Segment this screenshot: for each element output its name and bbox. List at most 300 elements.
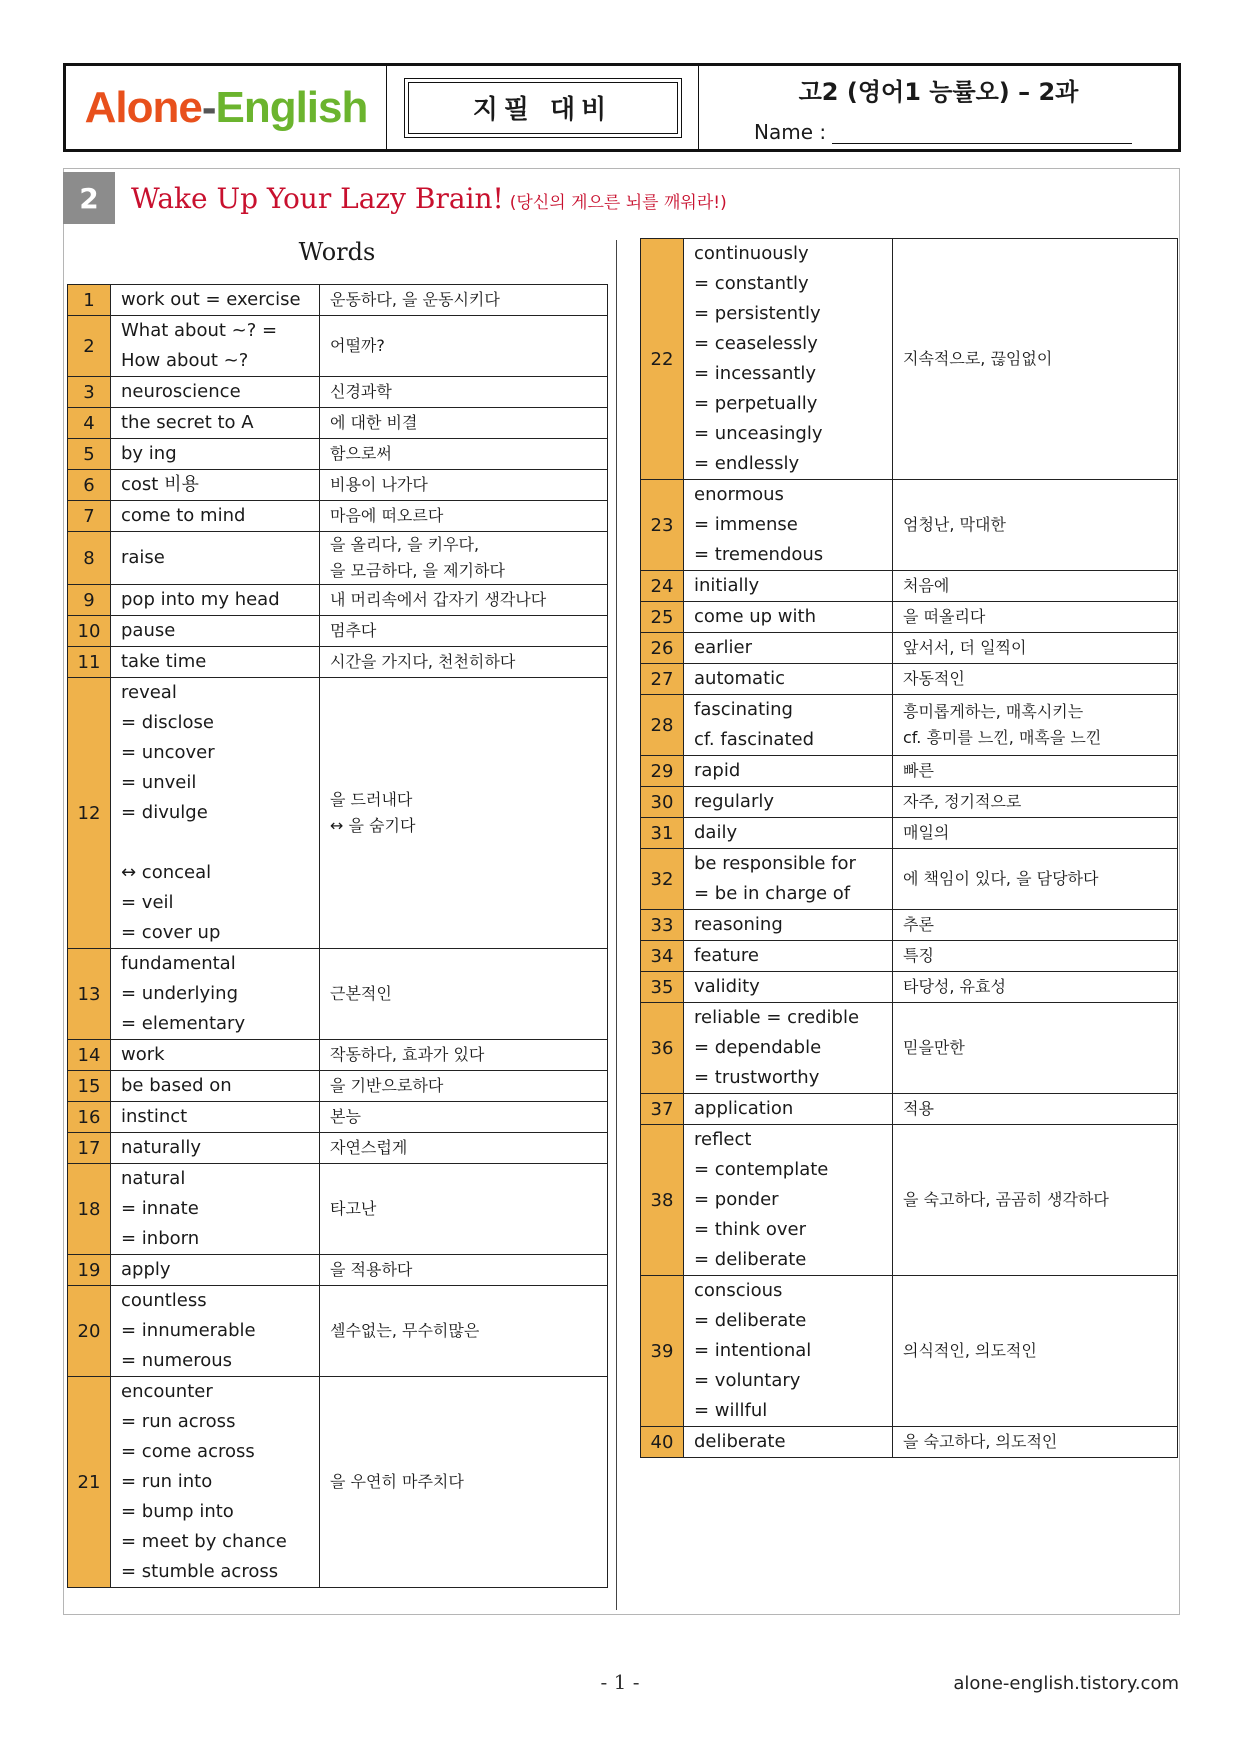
vocab-word <box>111 501 320 532</box>
word-line: feature <box>694 945 759 966</box>
vocab-meaning <box>893 664 1178 695</box>
vocab-row <box>68 1164 608 1255</box>
vocab-row <box>68 408 608 439</box>
vocab-meaning <box>320 1286 608 1377</box>
vocab-number: 23 <box>641 480 684 571</box>
exam-label-cell <box>387 66 699 149</box>
vocab-number: 22 <box>641 239 684 480</box>
meaning-line: 에 책임이 있다, 을 담당하다 <box>903 869 1099 888</box>
vocab-row <box>68 470 608 501</box>
vocab-row <box>641 480 1178 571</box>
vocab-number: 32 <box>641 849 684 910</box>
word-line: What about ~? = <box>121 320 278 341</box>
word-line: = unveil <box>121 772 197 793</box>
lesson-subtitle: (당신의 게으른 뇌를 깨워라!) <box>509 192 727 213</box>
logo-english: English <box>215 82 368 132</box>
meaning-line: 의식적인, 의도적인 <box>903 1341 1037 1360</box>
vocab-number: 6 <box>68 470 111 501</box>
vocab-meaning <box>320 501 608 532</box>
meaning-line: 적용 <box>903 1099 934 1118</box>
meaning-line: 을 떠올리다 <box>903 607 986 626</box>
meaning-line: 을 우연히 마주치다 <box>330 1472 464 1491</box>
word-line: come up with <box>694 606 816 627</box>
word-line: come to mind <box>121 505 246 526</box>
meaning-line: 을 적용하다 <box>330 1260 413 1279</box>
vocab-row <box>641 1427 1178 1458</box>
word-line: conscious <box>694 1280 783 1301</box>
vocab-number: 16 <box>68 1102 111 1133</box>
vocab-word <box>111 949 320 1040</box>
lesson-title-text: Wake Up Your Lazy Brain! <box>131 181 504 215</box>
meaning-line: 내 머리속에서 갑자기 생각나다 <box>330 590 547 609</box>
word-line: pop into my head <box>121 589 280 610</box>
meaning-line: 추론 <box>903 915 934 934</box>
vocab-row <box>68 285 608 316</box>
vocab-word <box>684 972 893 1003</box>
vocab-word <box>111 532 320 585</box>
vocab-word <box>684 1276 893 1427</box>
vocab-meaning <box>320 616 608 647</box>
word-line: regularly <box>694 791 774 812</box>
word-line: = elementary <box>121 1013 246 1034</box>
vocab-number: 8 <box>68 532 111 585</box>
word-line: initially <box>694 575 760 596</box>
word-line: = dependable <box>694 1037 822 1058</box>
vocab-row <box>68 501 608 532</box>
vocab-word <box>111 377 320 408</box>
name-label: Name : <box>754 120 827 144</box>
vocab-meaning <box>320 949 608 1040</box>
vocab-meaning <box>893 480 1178 571</box>
word-line: earlier <box>694 637 752 658</box>
word-line: be based on <box>121 1075 232 1096</box>
word-line: = persistently <box>694 303 821 324</box>
lesson-title-row <box>63 172 727 224</box>
vocab-number: 29 <box>641 756 684 787</box>
meaning-line: 엄청난, 막대한 <box>903 515 1006 534</box>
meaning-line: 신경과학 <box>330 382 392 401</box>
word-line: work out = exercise <box>121 289 301 310</box>
logo-dash: - <box>201 82 216 132</box>
vocab-row <box>641 695 1178 756</box>
vocab-meaning <box>893 910 1178 941</box>
vocab-word <box>111 616 320 647</box>
word-line: natural <box>121 1168 186 1189</box>
vocab-row <box>641 1125 1178 1276</box>
vocab-word <box>684 849 893 910</box>
word-line: fascinating <box>694 699 793 720</box>
word-line: neuroscience <box>121 381 241 402</box>
meaning-line: 작동하다, 효과가 있다 <box>330 1045 485 1064</box>
vocab-meaning <box>320 1164 608 1255</box>
word-line: be responsible for <box>694 853 856 874</box>
word-line: daily <box>694 822 738 843</box>
meaning-line: 을 드러내다 <box>330 790 413 809</box>
vocab-meaning <box>893 239 1178 480</box>
word-line: = underlying <box>121 983 239 1004</box>
vocab-number: 40 <box>641 1427 684 1458</box>
word-line: the secret to A <box>121 412 254 433</box>
vocab-row <box>68 616 608 647</box>
vocab-number: 39 <box>641 1276 684 1427</box>
vocab-row <box>641 787 1178 818</box>
word-line: countless <box>121 1290 207 1311</box>
meaning-line: 근본적인 <box>330 984 392 1003</box>
vocab-row <box>68 1133 608 1164</box>
words-heading: Words <box>298 238 376 266</box>
vocab-meaning <box>893 818 1178 849</box>
word-line: = immense <box>694 514 798 535</box>
vocab-meaning <box>320 316 608 377</box>
vocab-word <box>684 910 893 941</box>
word-line: = constantly <box>694 273 809 294</box>
meaning-line: 에 대한 비결 <box>330 413 418 432</box>
meaning-line: 자연스럽게 <box>330 1138 408 1157</box>
vocab-row <box>68 377 608 408</box>
vocab-meaning <box>320 647 608 678</box>
name-field[interactable] <box>754 120 1132 144</box>
meaning-line: 지속적으로, 끊임없이 <box>903 349 1053 368</box>
vocab-word <box>684 1125 893 1276</box>
vocab-meaning <box>320 408 608 439</box>
vocab-word <box>684 571 893 602</box>
vocab-meaning <box>893 1427 1178 1458</box>
vocab-word <box>111 1071 320 1102</box>
vocab-meaning <box>320 678 608 949</box>
word-line: = tremendous <box>694 544 824 565</box>
vocab-meaning <box>893 571 1178 602</box>
meaning-line: 타고난 <box>330 1199 377 1218</box>
word-line: = incessantly <box>694 363 817 384</box>
meaning-line: 마음에 떠오르다 <box>330 506 444 525</box>
vocab-word <box>111 285 320 316</box>
word-line: automatic <box>694 668 786 689</box>
meaning-line: 타당성, 유효성 <box>903 977 1006 996</box>
name-blank-line[interactable] <box>832 125 1132 144</box>
word-line: = perpetually <box>694 393 818 414</box>
word-line: reflect <box>694 1129 752 1150</box>
meaning-line: 을 숙고하다, 곰곰히 생각하다 <box>903 1190 1109 1209</box>
vocab-row <box>641 972 1178 1003</box>
word-line: pause <box>121 620 176 641</box>
meaning-line: 을 숙고하다, 의도적인 <box>903 1432 1058 1451</box>
vocab-row <box>641 756 1178 787</box>
vocab-meaning <box>893 1276 1178 1427</box>
meaning-line: 자동적인 <box>903 669 965 688</box>
vocab-word <box>684 664 893 695</box>
vocab-table-right <box>640 238 1178 1458</box>
vocab-row <box>68 532 608 585</box>
meaning-line: 특징 <box>903 946 934 965</box>
vocab-number: 31 <box>641 818 684 849</box>
vocab-number: 9 <box>68 585 111 616</box>
vocab-row <box>641 633 1178 664</box>
vocab-word <box>111 316 320 377</box>
word-line: = run across <box>121 1411 236 1432</box>
word-line: = veil <box>121 892 174 913</box>
word-line: = think over <box>694 1219 806 1240</box>
word-line: = cover up <box>121 922 221 943</box>
vocab-meaning <box>320 439 608 470</box>
vocab-number: 28 <box>641 695 684 756</box>
vocab-meaning <box>893 972 1178 1003</box>
word-line: = intentional <box>694 1340 812 1361</box>
word-line: ↔ conceal <box>121 862 212 883</box>
exam-label-box <box>404 78 682 138</box>
word-line: = ponder <box>694 1189 779 1210</box>
word-line: rapid <box>694 760 741 781</box>
vocab-word <box>684 756 893 787</box>
exam-label: 지필 대비 <box>408 82 678 134</box>
word-line: How about ~? <box>121 350 249 371</box>
vocab-row <box>68 949 608 1040</box>
logo-alone: Alone <box>84 82 202 132</box>
word-line: = stumble across <box>121 1561 279 1582</box>
meaning-line: 멈추다 <box>330 621 377 640</box>
meaning-line: 시간을 가지다, 천천히하다 <box>330 652 516 671</box>
vocab-number: 11 <box>68 647 111 678</box>
vocab-number: 21 <box>68 1377 111 1588</box>
word-line: = disclose <box>121 712 214 733</box>
vocab-number: 18 <box>68 1164 111 1255</box>
vocab-number: 26 <box>641 633 684 664</box>
vocab-number: 20 <box>68 1286 111 1377</box>
vocab-word <box>111 647 320 678</box>
vocab-word <box>684 239 893 480</box>
vocab-row <box>68 1040 608 1071</box>
word-line: = voluntary <box>694 1370 801 1391</box>
vocab-number: 14 <box>68 1040 111 1071</box>
vocab-number: 7 <box>68 501 111 532</box>
vocab-row <box>68 647 608 678</box>
word-line: = innate <box>121 1198 199 1219</box>
vocab-word <box>684 602 893 633</box>
vocab-number: 25 <box>641 602 684 633</box>
vocab-meaning <box>320 1255 608 1286</box>
vocab-word <box>684 1094 893 1125</box>
word-line: application <box>694 1098 794 1119</box>
vocab-word <box>111 1164 320 1255</box>
word-line: = inborn <box>121 1228 200 1249</box>
vocab-row <box>641 602 1178 633</box>
vocab-row <box>641 1276 1178 1427</box>
vocab-word <box>684 1427 893 1458</box>
vocab-word <box>111 585 320 616</box>
word-line: cf. fascinated <box>694 729 815 750</box>
column-divider <box>616 240 617 1610</box>
word-line: reveal <box>121 682 177 703</box>
vocab-meaning <box>893 1094 1178 1125</box>
meaning-line: 셀수없는, 무수히많은 <box>330 1321 480 1340</box>
vocab-word <box>684 1003 893 1094</box>
word-line: raise <box>121 547 165 568</box>
word-line: enormous <box>694 484 784 505</box>
vocab-meaning <box>893 756 1178 787</box>
word-line: encounter <box>121 1381 213 1402</box>
site-url: alone-english.tistory.com <box>953 1673 1179 1694</box>
vocab-row <box>68 1255 608 1286</box>
vocab-row <box>641 818 1178 849</box>
vocab-meaning <box>893 1125 1178 1276</box>
vocab-word <box>111 1040 320 1071</box>
word-line: = ceaselessly <box>694 333 818 354</box>
vocab-number: 10 <box>68 616 111 647</box>
vocab-meaning <box>893 695 1178 756</box>
meaning-line: 함으로써 <box>330 444 392 463</box>
word-line: by ing <box>121 443 177 464</box>
word-line: = trustworthy <box>694 1067 820 1088</box>
lesson-title <box>131 182 727 215</box>
word-line: = bump into <box>121 1501 234 1522</box>
vocab-number: 34 <box>641 941 684 972</box>
course-title: 고2 (영어1 능률오) – 2과 <box>798 78 1079 106</box>
vocab-row <box>641 571 1178 602</box>
vocab-word <box>111 1102 320 1133</box>
vocab-word <box>111 439 320 470</box>
vocab-row <box>641 849 1178 910</box>
vocab-number: 13 <box>68 949 111 1040</box>
vocab-word <box>684 787 893 818</box>
meaning-line: 을 올리다, 을 키우다, <box>330 535 480 554</box>
word-line: = divulge <box>121 802 208 823</box>
word-line: reasoning <box>694 914 783 935</box>
vocab-meaning <box>320 1040 608 1071</box>
vocab-row <box>68 1286 608 1377</box>
meaning-line: 흥미롭게하는, 매혹시키는 <box>903 702 1084 721</box>
word-line: = deliberate <box>694 1249 807 1270</box>
word-line: fundamental <box>121 953 236 974</box>
meaning-line: 비용이 나가다 <box>330 475 428 494</box>
word-line: = contemplate <box>694 1159 829 1180</box>
word-line: = unceasingly <box>694 423 823 444</box>
meaning-line: 처음에 <box>903 576 950 595</box>
word-line: apply <box>121 1259 171 1280</box>
meaning-line: 앞서서, 더 일찍이 <box>903 638 1027 657</box>
page-number: - 1 - <box>600 1670 640 1694</box>
vocab-word <box>111 408 320 439</box>
vocab-number: 24 <box>641 571 684 602</box>
vocab-word <box>111 470 320 501</box>
word-line: = endlessly <box>694 453 800 474</box>
meaning-line: 믿을만한 <box>903 1038 965 1057</box>
word-line: instinct <box>121 1106 188 1127</box>
vocab-number: 3 <box>68 377 111 408</box>
vocab-word <box>111 1377 320 1588</box>
vocab-number: 27 <box>641 664 684 695</box>
vocab-word <box>684 695 893 756</box>
vocab-row <box>68 1071 608 1102</box>
word-line: = numerous <box>121 1350 233 1371</box>
vocab-word <box>684 480 893 571</box>
vocab-number: 12 <box>68 678 111 949</box>
word-line: work <box>121 1044 165 1065</box>
vocab-meaning <box>893 602 1178 633</box>
vocab-number: 37 <box>641 1094 684 1125</box>
meaning-line: 어떨까? <box>330 336 385 355</box>
word-line: = willful <box>694 1400 768 1421</box>
meaning-line: cf. 흥미를 느낀, 매혹을 느낀 <box>903 728 1102 747</box>
vocab-row <box>641 1003 1178 1094</box>
vocab-number: 15 <box>68 1071 111 1102</box>
vocab-number: 35 <box>641 972 684 1003</box>
vocab-number: 5 <box>68 439 111 470</box>
vocab-row <box>68 678 608 949</box>
vocab-row <box>68 316 608 377</box>
vocab-number: 38 <box>641 1125 684 1276</box>
vocab-word <box>684 818 893 849</box>
vocab-word <box>684 633 893 664</box>
vocab-row <box>68 439 608 470</box>
vocab-word <box>111 678 320 949</box>
lesson-number-badge: 2 <box>63 172 115 224</box>
vocab-meaning <box>320 377 608 408</box>
vocab-word <box>684 941 893 972</box>
vocab-row <box>641 941 1178 972</box>
word-line: naturally <box>121 1137 201 1158</box>
vocab-meaning <box>893 1003 1178 1094</box>
vocab-meaning <box>320 1071 608 1102</box>
vocab-number: 1 <box>68 285 111 316</box>
vocab-table-left <box>67 284 608 1588</box>
word-line: = deliberate <box>694 1310 807 1331</box>
word-line: = uncover <box>121 742 215 763</box>
vocab-word <box>111 1286 320 1377</box>
meaning-line: 매일의 <box>903 823 950 842</box>
vocab-word <box>111 1255 320 1286</box>
word-line: = meet by chance <box>121 1531 287 1552</box>
vocab-number: 33 <box>641 910 684 941</box>
meaning-line: 을 기반으로하다 <box>330 1076 444 1095</box>
vocab-meaning <box>320 1133 608 1164</box>
meaning-line: 운동하다, 을 운동시키다 <box>330 290 500 309</box>
vocab-number: 19 <box>68 1255 111 1286</box>
vocab-meaning <box>893 633 1178 664</box>
vocab-row <box>68 1102 608 1133</box>
vocab-meaning <box>320 470 608 501</box>
word-line <box>121 828 319 858</box>
meaning-line: 본능 <box>330 1107 361 1126</box>
meaning-line: 자주, 정기적으로 <box>903 792 1022 811</box>
word-line: = run into <box>121 1471 213 1492</box>
vocab-meaning <box>320 1377 608 1588</box>
vocab-number: 2 <box>68 316 111 377</box>
vocab-meaning <box>320 532 608 585</box>
vocab-meaning <box>893 941 1178 972</box>
vocab-meaning <box>320 285 608 316</box>
word-line: validity <box>694 976 760 997</box>
word-line: continuously <box>694 243 809 264</box>
vocab-number: 30 <box>641 787 684 818</box>
vocab-row <box>641 1094 1178 1125</box>
meaning-line: ↔ 을 숨기다 <box>330 816 416 835</box>
course-info-cell <box>699 66 1178 149</box>
vocab-row <box>68 585 608 616</box>
meaning-line: 빠른 <box>903 761 934 780</box>
vocab-number: 17 <box>68 1133 111 1164</box>
word-line: = innumerable <box>121 1320 256 1341</box>
vocab-row <box>641 910 1178 941</box>
vocab-meaning <box>893 787 1178 818</box>
vocab-meaning <box>320 585 608 616</box>
word-line: cost 비용 <box>121 474 199 495</box>
word-line: take time <box>121 651 207 672</box>
word-line: deliberate <box>694 1431 786 1452</box>
vocab-row <box>68 1377 608 1588</box>
word-line: = come across <box>121 1441 255 1462</box>
word-line: reliable = credible <box>694 1007 860 1028</box>
vocab-word <box>111 1133 320 1164</box>
vocab-row <box>641 239 1178 480</box>
